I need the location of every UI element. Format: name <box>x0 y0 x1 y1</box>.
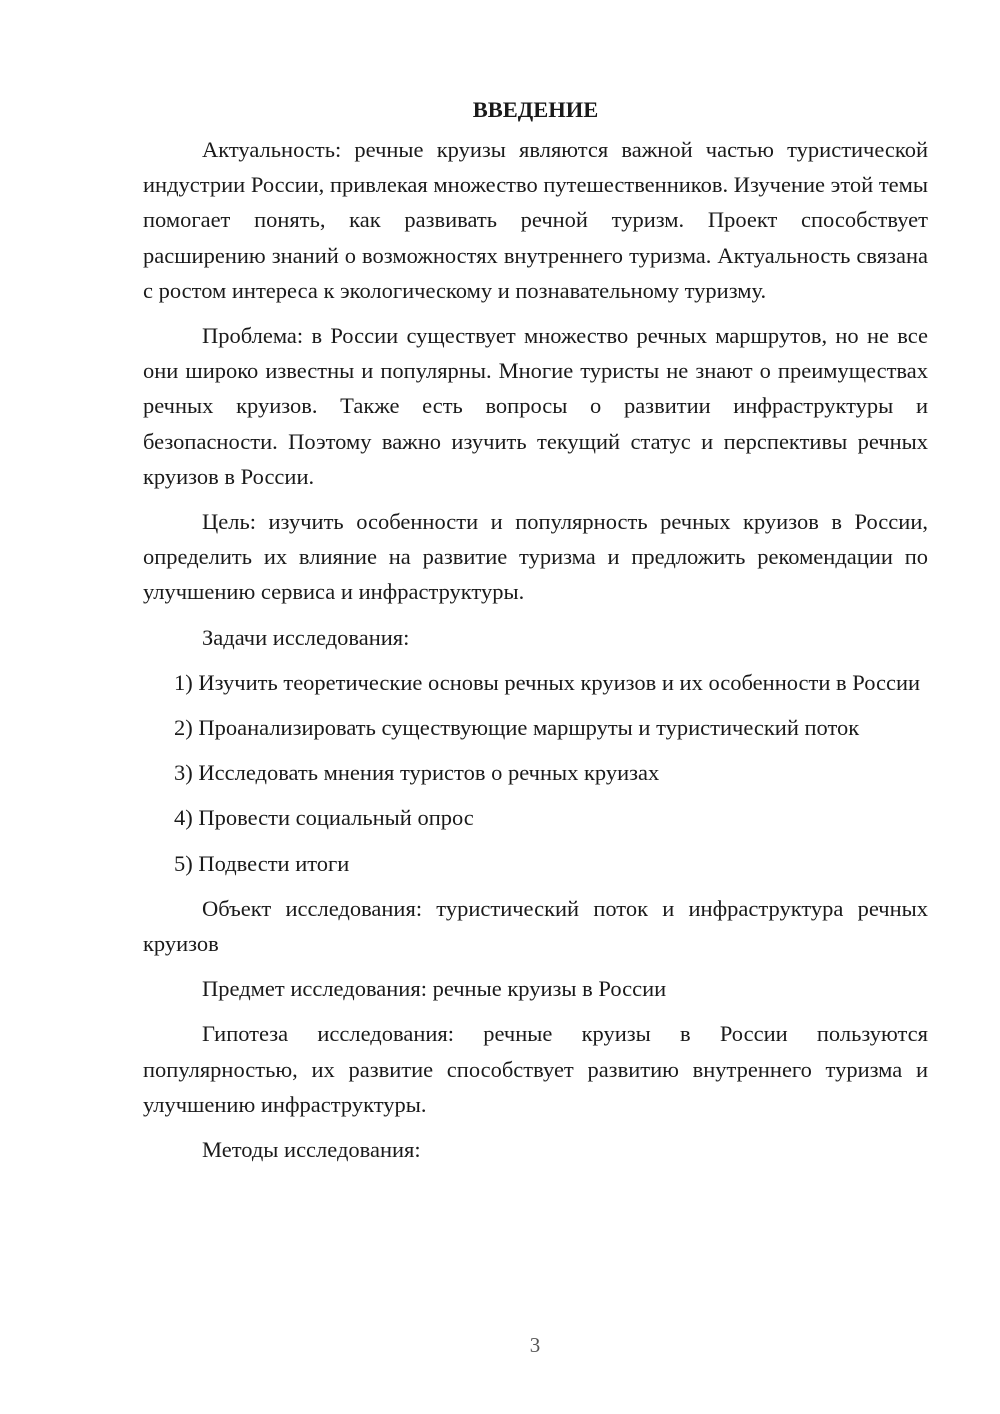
section-title: ВВЕДЕНИЕ <box>472 97 599 122</box>
problem-paragraph: Проблема: в России существует множество речных маршрутов, но не все они широко известны и популярны. Многие туристы не знают о преимуществах речных круизов. Также есть вопросы о развитии инфраструктуры и безопасности. Поэтому важно изучить текущий статус и перспективы речных круизов в России. <box>143 323 928 489</box>
task-item-1: 1) Изучить теоретические основы речных круизов и их особенности в России <box>174 669 921 695</box>
relevance-paragraph: Актуальность: речные круизы являются важной частью туристической индустрии России, привлекая множество путешественников. Изучение этой темы помогает понять, как развивать речной туризм. Проект способствует расширению знаний о возможностях внутреннего туризма. Актуальность связана с ростом интереса к экологическому и познавательному туризму. <box>143 137 928 303</box>
page-number: 3 <box>529 1333 541 1357</box>
hypothesis-paragraph: Гипотеза исследования: речные круизы в России пользуются популярностью, их развитие способствует развитию внутреннего туризма и улучшению инфраструктуры. <box>143 1021 928 1117</box>
methods-heading: Методы исследования: <box>202 1137 421 1163</box>
object-paragraph: Объект исследования: туристический поток и инфраструктура речных круизов <box>143 895 928 957</box>
task-item-4: 4) Провести социальный опрос <box>174 805 474 831</box>
task-item-3: 3) Исследовать мнения туристов о речных круизах <box>174 760 660 786</box>
goal-paragraph: Цель: изучить особенности и популярность речных круизов в России, определить их влияние на развитие туризма и предложить рекомендации по улучшению сервиса и инфраструктуры. <box>143 509 928 605</box>
subject-paragraph: Предмет исследования: речные круизы в России <box>202 976 667 1002</box>
tasks-heading: Задачи исследования: <box>202 624 410 650</box>
task-item-2: 2) Проанализировать существующие маршруты и туристический поток <box>174 715 860 741</box>
page-content <box>143 92 928 1177</box>
tasks-list <box>143 665 928 881</box>
task-item-5: 5) Подвести итоги <box>174 850 350 876</box>
